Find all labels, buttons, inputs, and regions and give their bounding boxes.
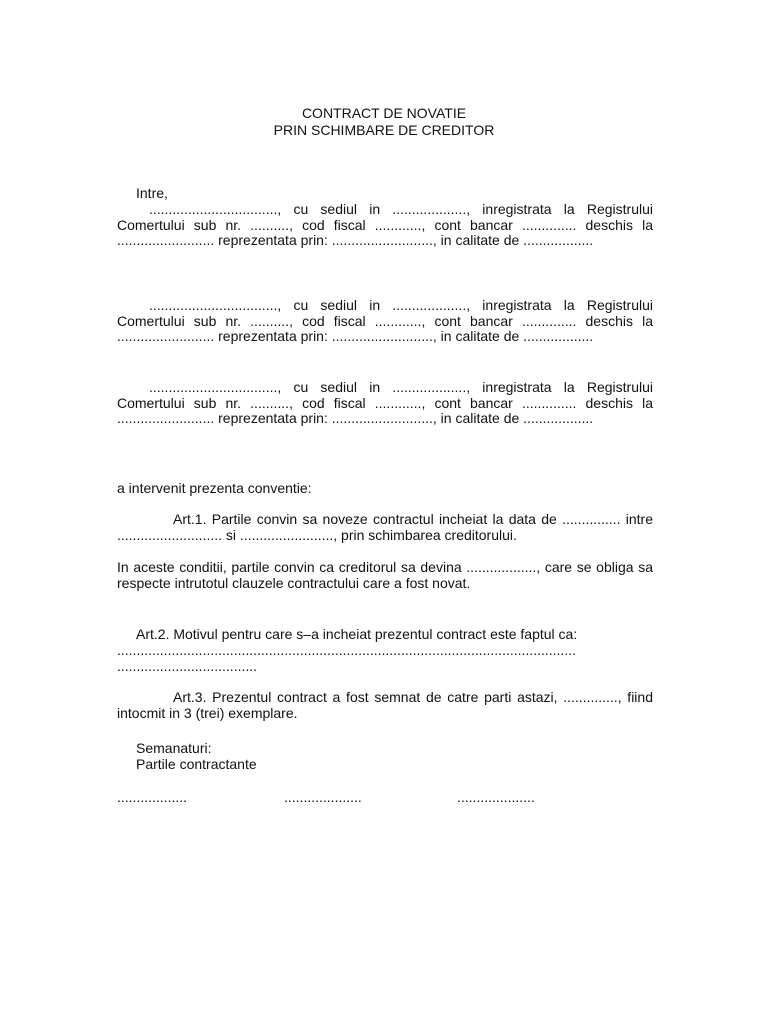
signature-line-2: ....................	[284, 789, 362, 805]
document-subtitle: PRIN SCHIMBARE DE CREDITOR	[273, 122, 495, 138]
article-2-line: Art.2. Motivul pentru care s–a incheiat prezentul contract este faptul ca:	[136, 626, 578, 642]
intro-text: Intre,	[136, 185, 168, 201]
article-2-dotted-line-short: ....................................	[117, 658, 258, 674]
document-title: CONTRACT DE NOVATIE	[301, 105, 467, 121]
article-2-dotted-line: ......................................................................................................................	[117, 642, 576, 658]
parties-label: Partile contractante	[136, 756, 257, 772]
signatures-label: Semanaturi:	[136, 740, 212, 756]
party-3-paragraph: ................................., cu sediul in ..................., inregistrata la Registrului Comertului sub nr. .........., cod fiscal ............, cont bancar .............. deschis la ......................... reprezentata prin: .........................., in calitate de ..................	[117, 379, 653, 427]
article-1-conditions-paragraph: In aceste conditii, partile convin ca creditorul sa devina .................., care se obliga sa respecte intrutotul clauzele contractului care a fost novat.	[117, 559, 653, 591]
signature-line-3: ....................	[457, 789, 535, 805]
party-2-paragraph: ................................., cu sediul in ..................., inregistrata la Registrului Comertului sub nr. .........., cod fiscal ............, cont bancar .............. deschis la ......................... reprezentata prin: .........................., in calitate de ..................	[117, 297, 653, 345]
agreement-line: a intervenit prezenta conventie:	[117, 480, 312, 496]
party-1-paragraph: ................................., cu sediul in ..................., inregistrata la Registrului Comertului sub nr. .........., cod fiscal ............, cont bancar .............. deschis la ......................... reprezentata prin: .........................., in calitate de ..................	[117, 201, 653, 249]
signature-line-1: ..................	[117, 789, 188, 805]
article-3-paragraph: Art.3. Prezentul contract a fost semnat de catre parti astazi, .............., fiind intocmit in 3 (trei) exemplare.	[117, 689, 653, 721]
article-1-paragraph: Art.1. Partile convin sa noveze contractul incheiat la data de ............... intre ........................... si ........................, prin schimbarea creditorului.	[117, 511, 653, 543]
